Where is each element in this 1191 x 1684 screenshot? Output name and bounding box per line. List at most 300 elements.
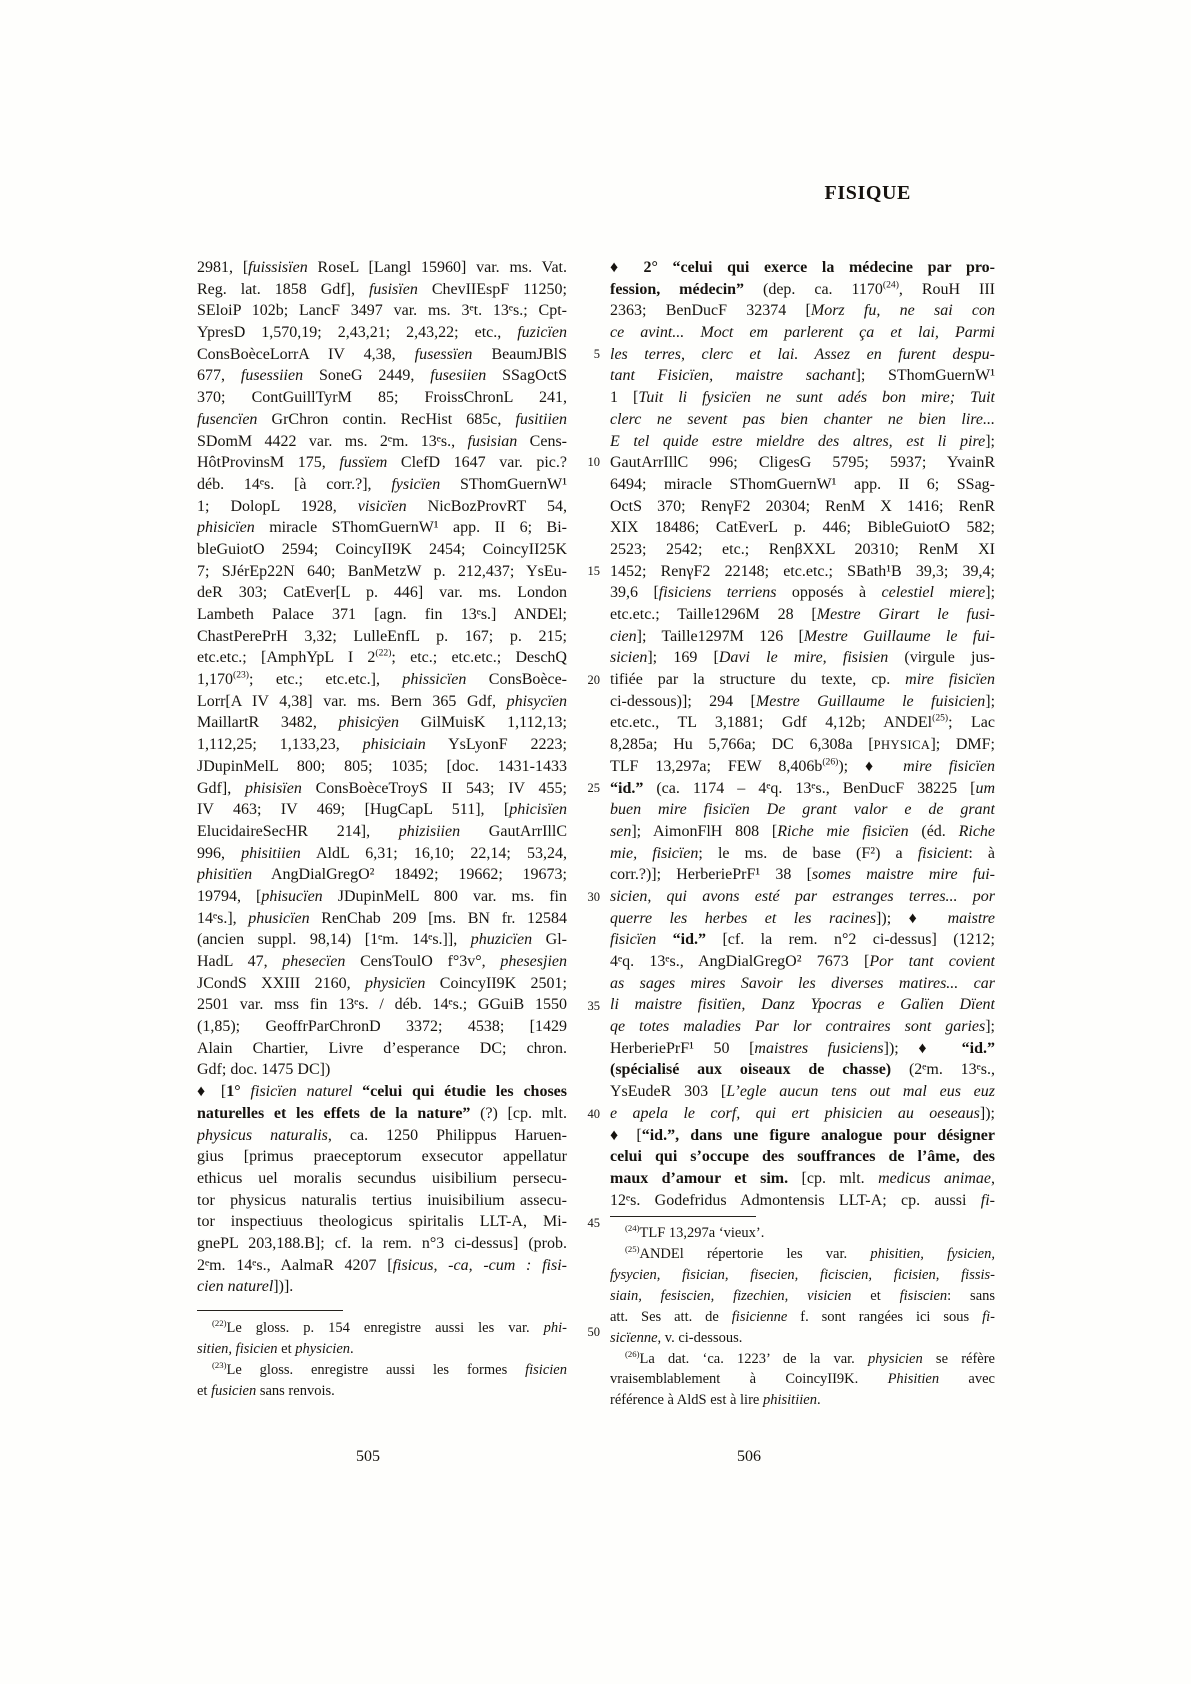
text-segment: . [350, 1340, 354, 1357]
text-segment: [cf. la rem. n°2 ci-dessus] (1212; [706, 931, 995, 949]
text-line [197, 1168, 567, 1190]
text-line [197, 1339, 567, 1360]
text-segment: TLF 13,297a ‘vieux’. [639, 1225, 765, 1242]
text-segment: 2523; 2542; etc.; RenβXXL 20310; RenM XI [610, 540, 995, 558]
text-segment: Le gloss. enregistre aussi les formes [226, 1361, 526, 1378]
text-line [610, 973, 995, 995]
text-segment: gius [primus praeceptorum exsecutor appellatur [197, 1148, 567, 1166]
text-segment: “id.” [610, 779, 644, 797]
text-segment: NicBozProvRT 54, [406, 497, 567, 515]
text-segment: physicus naturalis [197, 1126, 328, 1144]
text-segment: fusessiien [240, 367, 304, 385]
text-segment: cien [610, 627, 637, 645]
text-line [197, 1276, 567, 1298]
text-segment: Alain Chartier, Livre d’esperance DC; chron. [197, 1039, 567, 1057]
text-segment: Gdf; doc. 1475 DC]) [197, 1061, 331, 1079]
text-line [610, 387, 995, 409]
text-line [197, 778, 567, 800]
text-segment: sitien, fisicien [197, 1340, 278, 1357]
text-line [610, 322, 995, 344]
text-segment: 2501 var. mss fin 13ᵉs. / déb. 14ᵉs.; GGuiB 1550 [197, 996, 567, 1014]
text-segment: f. sont rangées ici sous [787, 1308, 983, 1325]
footnote-rule [610, 1216, 756, 1217]
text-segment [352, 1083, 362, 1100]
text-segment: 1 [ [610, 389, 639, 407]
line-number: 10 [587, 455, 600, 469]
text-line [197, 344, 567, 366]
text-line [197, 886, 567, 908]
text-segment: phisucïen [261, 887, 323, 905]
text-segment: BeaumJBlS [472, 345, 567, 363]
text-segment: YpresD 1,570,19; 2,43,21; 2,43,22; etc., [197, 324, 518, 342]
text-line [610, 929, 995, 951]
text-segment: siain, fesiscien, fizechien, visicien [610, 1287, 852, 1304]
text-segment: phisitien, fysicien, [870, 1246, 995, 1263]
text-segment: YsEudeR 303 [ [610, 1083, 727, 1101]
text-segment: “id.”, dans une figure analogue pour désigner [641, 1126, 995, 1144]
text-segment: (26) [822, 756, 839, 768]
text-segment: phisicÿen [338, 714, 399, 732]
text-segment: tor physicus naturalis tertius inuisibilium assecu- [197, 1191, 567, 1209]
text-segment: fession, médecin” [610, 280, 745, 298]
text-segment: 2° “celui qui exerce la médecine par pro- [643, 259, 995, 276]
text-segment: SThomGuernW¹ [440, 475, 567, 493]
text-segment: , [991, 1169, 995, 1187]
text-line [610, 734, 995, 756]
text-segment: phisitiien [241, 844, 301, 862]
text-segment: as sages mires Savoir les diverses matires... car [610, 974, 995, 992]
text-line [610, 582, 995, 604]
text-segment: Por tant covient [869, 953, 995, 970]
text-segment: sicien, qui avons esté par estranges terres... por [610, 887, 995, 905]
text-segment: sicien [610, 649, 648, 667]
text-segment: 1; DolopL 1928, [197, 497, 358, 515]
text-segment: JCondS XXIII 2160, [197, 974, 365, 992]
text-segment: 1,170 [197, 671, 233, 689]
text-segment: phisicïen [197, 519, 255, 537]
text-segment: E tel quide estre mieldre des altres, est li pire [610, 432, 986, 450]
text-segment: HadL 47, [197, 953, 283, 970]
text-segment: : à [968, 844, 995, 862]
left-column [197, 257, 567, 1402]
text-segment: vraisemblablement à CoincyII9K. [610, 1371, 888, 1388]
text-segment: Riche [958, 822, 995, 840]
text-line [197, 1381, 567, 1402]
text-segment: et [197, 1382, 212, 1399]
line-number: 45 [587, 1216, 600, 1230]
text-line [197, 496, 567, 518]
text-segment: , v. ci-dessous. [657, 1329, 743, 1346]
text-segment: celestiel miere [881, 584, 986, 602]
text-segment: deR 303; CatEver[L p. 446] var. ms. London [197, 584, 567, 602]
text-line [610, 496, 995, 518]
text-segment: fisicien [525, 1361, 567, 1378]
text-segment: ]; Taille1297M 126 [ [636, 627, 804, 645]
text-segment: bleGuiotO 2594; CoincyII9K 2454; CoincyII25K [197, 540, 567, 558]
text-segment: medicus animae [878, 1169, 992, 1187]
text-segment: ethicus uel moralis secundus uisibilium persecu- [197, 1169, 567, 1187]
text-line [610, 1038, 995, 1060]
text-segment: SoneG 2449, [303, 367, 431, 385]
text-segment: La dat. ‘ca. 1223’ de la var. [639, 1350, 868, 1367]
text-segment: fuzicïen [517, 324, 567, 342]
text-segment: fussïem [339, 454, 388, 472]
text-segment: physicien [867, 1350, 923, 1367]
text-segment: (ca. 1174 – 4ᵉq. 13ᵉs., BenDucF 38225 [ [643, 779, 976, 797]
text-segment: ]; 169 [ [647, 649, 719, 667]
text-line [197, 712, 567, 734]
text-line [197, 1255, 567, 1277]
text-segment: 7; SJérEp22N 640; BanMetzW p. 212,437; YsEu- [197, 562, 567, 580]
text-segment: Riche mie fisicïen [777, 822, 909, 840]
text-segment: GautArrIllC [460, 822, 567, 840]
text-segment: SDomM 4422 var. ms. 2ᵉm. 13ᵉs., [197, 432, 468, 450]
text-segment: Mestre Girart le fusi- [816, 606, 995, 623]
line-number: 5 [593, 347, 600, 361]
text-segment: Lorr[A IV 4,38] var. ms. Bern 365 Gdf, [197, 692, 507, 710]
text-line [197, 626, 567, 648]
text-segment: (dep. ca. 1170 [744, 280, 883, 298]
text-segment: 1° [226, 1083, 241, 1101]
text-line [610, 409, 995, 431]
text-line [197, 929, 567, 951]
text-line [610, 1244, 995, 1265]
text-segment: 6494; miracle SThomGuernW¹ app. II 6; SSag- [610, 475, 995, 493]
text-segment: SSagOctS [486, 367, 567, 385]
text-line [610, 1307, 995, 1328]
text-segment: fisicient [917, 844, 969, 862]
text-line [610, 1146, 995, 1168]
text-line [610, 1223, 995, 1244]
text-segment: visicïen [357, 497, 407, 515]
text-segment: Lambeth Palace 371 [agn. fin 13ᵉs.] ANDEl; [197, 606, 567, 623]
text-segment: mire fisicïen [905, 671, 995, 689]
text-segment: ; Lac [948, 714, 995, 732]
text-line [197, 1081, 567, 1103]
text-line [610, 994, 995, 1016]
text-segment: (2ᵉm. 13ᵉs., [891, 1061, 995, 1079]
text-line [610, 1190, 995, 1212]
text-segment: fisiscien [899, 1287, 948, 1304]
text-segment: Le gloss. p. 154 enregistre aussi les var. [226, 1320, 544, 1336]
text-segment: ]); [979, 1104, 995, 1122]
text-segment: ♦ [610, 259, 644, 276]
text-line [197, 1146, 567, 1168]
text-segment: et [851, 1287, 900, 1304]
text-line [197, 1318, 567, 1339]
right-column-text [610, 257, 995, 1211]
text-segment: fisiciens terriens [658, 584, 777, 602]
text-segment: HerberiePrF¹ 50 [ [610, 1039, 755, 1057]
page-number-right: 506 [737, 1448, 761, 1465]
text-line [197, 799, 567, 821]
text-segment: AngDialGregO² 18492; 19662; 19673; [252, 866, 567, 884]
text-segment: les terres, clerc et lai. Assez en furent despu- [610, 345, 995, 363]
text-segment: corr.?)]; HerberiePrF¹ 38 [ [610, 866, 812, 884]
text-line [197, 1360, 567, 1381]
text-line [197, 257, 567, 279]
text-segment: ]; DMF; [930, 736, 995, 754]
text-segment: etc.etc., TL 3,1881; Gdf 4,12b; ANDEl [610, 714, 933, 732]
text-line [610, 279, 995, 301]
text-segment: 39,6 [ [610, 584, 659, 602]
text-line [610, 1059, 995, 1081]
text-segment: fusencïen [197, 410, 258, 428]
text-segment: “celui qui étudie les choses [362, 1083, 567, 1101]
text-line [610, 1103, 995, 1125]
text-segment: OctS 370; RenγF2 20304; RenM X 1416; RenR [610, 497, 995, 515]
text-segment: fusisian [467, 432, 518, 450]
text-segment: YsLyonF 2223; [425, 736, 567, 754]
text-segment: (spécialisé aux oiseaux de chasse) [610, 1061, 892, 1079]
text-segment: 1,112,25; 1,133,23, [197, 736, 363, 754]
text-segment: sicïenne [610, 1329, 658, 1346]
text-segment: , RouH III [898, 280, 995, 298]
text-line [197, 431, 567, 453]
text-segment: (virgule jus- [888, 649, 995, 667]
text-line [610, 1328, 995, 1349]
text-line [610, 1168, 995, 1190]
text-line [197, 647, 567, 669]
text-line [610, 300, 995, 322]
text-segment: buen mire fisicïen De grant valor e de grant [610, 801, 995, 819]
text-segment: IV 463; IV 469; [HugCapL 511], [ [197, 801, 510, 819]
text-segment: (24) [882, 279, 899, 291]
text-segment: maistre [947, 909, 995, 927]
text-line [197, 973, 567, 995]
text-segment: se réfère [922, 1350, 995, 1367]
text-segment: fuissisïen [248, 259, 308, 276]
text-segment: ]); ♦ [876, 909, 948, 927]
text-line [197, 1016, 567, 1038]
text-segment: Tuit li fysicïen ne sunt adés bon mire; Tuit [638, 389, 995, 407]
text-segment: Gdf], [197, 779, 245, 797]
text-line [197, 908, 567, 930]
text-segment: Mestre Guillaume le fuisicien [755, 692, 986, 710]
text-line [610, 452, 995, 474]
text-segment: Davi le mire, fisisien [718, 649, 889, 667]
text-segment: ConsBoèceLorrA IV 4,38, [197, 345, 415, 363]
text-segment: ]; [985, 432, 995, 450]
text-line [610, 951, 995, 973]
text-segment: maistres fusiciens [754, 1039, 884, 1057]
text-segment: etc.etc.; [AmphYpL I 2 [197, 649, 376, 667]
text-segment: fisicienne [731, 1308, 788, 1325]
text-line [610, 908, 995, 930]
text-segment: ElucidaireSecHR 214], [197, 822, 399, 840]
text-segment: (23) [212, 1359, 227, 1370]
text-line [610, 561, 995, 583]
text-line [197, 1125, 567, 1147]
text-segment: qe totes maladies Par lor contraires sont garies [610, 1018, 986, 1036]
text-segment: GautArrIllC 996; CligesG 5795; 5937; YvainR [610, 454, 995, 472]
line-number: 15 [587, 564, 600, 578]
text-segment: 370; ContGuillTyrM 85; FroissChronL 241, [197, 389, 567, 407]
text-segment: att. Ses att. de [610, 1308, 732, 1325]
text-line [197, 864, 567, 886]
text-segment: fysicïen [391, 475, 441, 493]
text-segment: fisicïen naturel [250, 1083, 353, 1101]
text-line [610, 669, 995, 691]
line-number: 50 [587, 1325, 600, 1339]
left-column-footnotes [197, 1318, 567, 1402]
text-line [610, 539, 995, 561]
text-line [197, 452, 567, 474]
right-column [610, 257, 995, 1411]
page-number-left: 505 [356, 1448, 380, 1465]
text-segment: (ancien suppl. 98,14) [1ᵉm. 14ᵉs.]], [197, 931, 471, 949]
text-segment: ]; SThomGuernW¹ [855, 367, 995, 385]
text-segment: phisisïen [244, 779, 302, 797]
text-segment: mire fisicïen [903, 757, 995, 775]
text-segment: 2363; BenDucF 32374 [ [610, 302, 811, 320]
text-segment: MaillartR 3482, [197, 714, 339, 732]
text-segment: référence à AldS est à lire [610, 1392, 763, 1409]
text-line [197, 843, 567, 865]
text-segment: (25) [932, 713, 949, 725]
footnote-rule [197, 1310, 343, 1311]
text-segment: ♦ [ [197, 1083, 227, 1101]
text-segment: phisiciain [362, 736, 426, 754]
text-line [197, 604, 567, 626]
text-segment: sans renvois. [256, 1382, 335, 1399]
text-line [610, 1016, 995, 1038]
text-segment: (22) [212, 1318, 227, 1329]
text-line [610, 257, 995, 279]
text-line [610, 864, 995, 886]
text-segment: phi- [543, 1320, 567, 1336]
text-segment: 4ᵉq. 13ᵉs., AngDialGregO² 7673 [ [610, 953, 870, 970]
text-segment: , ca. 1250 Philippus Haruen- [327, 1126, 567, 1144]
text-line [610, 1265, 995, 1286]
text-segment: 8,285a; Hu 5,766a; DC 6,308a [ [610, 736, 874, 754]
text-segment: (26) [625, 1348, 640, 1359]
text-segment: fusitiien [515, 410, 567, 428]
text-segment: ); ♦ [838, 757, 904, 775]
text-segment: Mestre Guillaume le fui- [803, 627, 995, 645]
text-line [197, 1233, 567, 1255]
text-segment: JDupinMelL 800; 805; 1035; [doc. 1431-1433 [197, 757, 567, 775]
text-segment: XIX 18486; CatEverL p. 446; BibleGuiotO 582; [610, 519, 995, 537]
text-segment: (25) [625, 1244, 640, 1255]
text-segment: ]; [985, 692, 995, 710]
text-segment: 14ᵉs.], [197, 909, 249, 927]
text-line [197, 691, 567, 713]
text-segment: tant Fisicïen, maistre sachant [610, 367, 856, 385]
text-segment: 2981, [ [197, 259, 249, 276]
text-segment: ci-dessous)]; 294 [ [610, 692, 756, 710]
text-segment: fusisïen [368, 280, 418, 298]
text-line [197, 1190, 567, 1212]
text-segment: ChastPerePrH 3,32; LulleEnfL p. 167; p. 215; [197, 627, 567, 645]
text-line [197, 994, 567, 1016]
text-line [610, 712, 995, 734]
text-line [197, 365, 567, 387]
text-line [610, 1349, 995, 1370]
line-number: 25 [587, 781, 600, 795]
text-segment: cien naturel [197, 1278, 274, 1296]
text-line [610, 344, 995, 366]
text-line [610, 431, 995, 453]
text-segment: JDupinMelL 800 var. ms. fin [322, 887, 567, 905]
right-column-footnotes [610, 1223, 995, 1411]
text-segment: [cp. mlt. [788, 1169, 879, 1187]
text-line [610, 1390, 995, 1411]
text-segment: etc.etc.; Taille1296M 28 [ [610, 606, 817, 623]
text-line [610, 1125, 995, 1147]
text-segment: 1452; RenγF2 22148; etc.etc.; SBath¹B 39,3; 39,4; [610, 562, 995, 580]
text-segment: (23) [233, 669, 249, 681]
text-segment: fusessïen [414, 345, 473, 363]
text-line [197, 756, 567, 778]
text-segment: phuzicïen [470, 931, 533, 949]
text-segment: Phisitien [887, 1371, 940, 1388]
text-line [610, 474, 995, 496]
text-segment: phicisïen [509, 801, 567, 819]
text-line [197, 387, 567, 409]
left-column-text [197, 257, 567, 1298]
text-segment: e apela le corf, qui ert phisicien au oeseaus [610, 1104, 980, 1122]
text-line [610, 626, 995, 648]
text-segment: phisitiien [762, 1392, 817, 1409]
text-segment: 2ᵉm. 14ᵉs., AalmaR 4207 [ [197, 1256, 393, 1274]
text-line [197, 322, 567, 344]
text-line [610, 365, 995, 387]
text-segment: ; etc.; etc.etc.; DeschQ [391, 649, 567, 667]
text-line [610, 799, 995, 821]
text-segment: ]); ♦ [883, 1039, 962, 1057]
line-number: 40 [587, 1107, 600, 1121]
text-segment: et [277, 1340, 296, 1357]
text-segment: fi- [980, 1191, 995, 1209]
text-segment: phisitïen [197, 866, 253, 884]
text-segment: fisicus, -ca, -cum : fisi- [392, 1256, 567, 1274]
text-segment: fisicïen [610, 931, 657, 949]
text-line [197, 734, 567, 756]
text-segment: “id.” [961, 1039, 995, 1057]
text-segment: ])]. [273, 1278, 294, 1296]
text-line [610, 756, 995, 778]
text-segment: L’egle aucun tens out mal eus euz [726, 1083, 995, 1101]
text-segment: phusicïen [248, 909, 310, 927]
text-line [197, 561, 567, 583]
text-line [197, 539, 567, 561]
text-segment: fusesiien [430, 367, 487, 385]
text-line [610, 1286, 995, 1307]
text-line [610, 843, 995, 865]
text-segment: Gl- [532, 931, 567, 949]
text-segment: physicïen [364, 974, 426, 992]
text-segment: (22) [375, 648, 392, 660]
text-segment: sen [610, 822, 632, 840]
text-segment: : sans [947, 1287, 995, 1304]
text-line [610, 604, 995, 626]
text-segment: fusicien [211, 1382, 257, 1399]
text-segment: ANDEl répertorie les var. [639, 1246, 871, 1263]
text-segment: 19794, [ [197, 887, 262, 905]
text-line [610, 1081, 995, 1103]
text-segment: maux d’amour et sim. [610, 1169, 789, 1187]
text-line [197, 1211, 567, 1233]
text-segment: SEloiP 102b; LancF 3497 var. ms. 3ᵉt. 13ᵉs.; Cpt- [197, 302, 567, 320]
text-line [197, 409, 567, 431]
text-segment: Cens- [517, 432, 567, 450]
line-number: 30 [587, 890, 600, 904]
text-segment: RoseL [Langl 15960] var. ms. Vat. [307, 259, 567, 276]
line-number: 35 [587, 999, 600, 1013]
text-segment: li maistre fisitïen, Danz Ypocras e Galïen Dïent [610, 996, 995, 1014]
text-line [197, 279, 567, 301]
